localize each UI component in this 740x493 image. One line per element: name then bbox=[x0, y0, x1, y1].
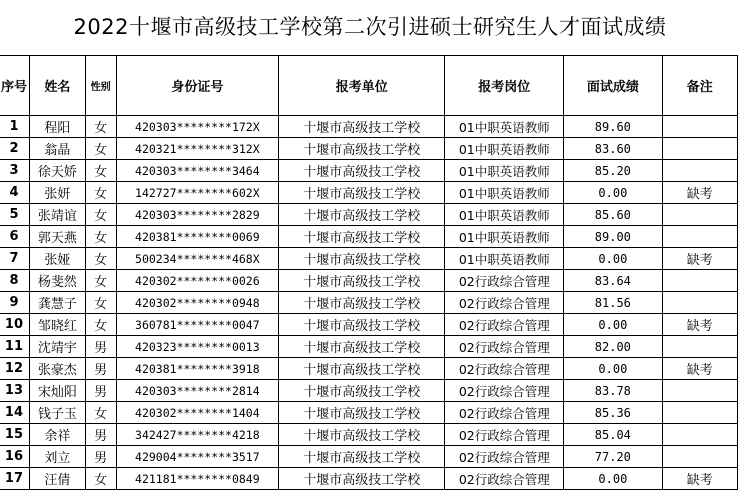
cell-post: 01中职英语教师 bbox=[445, 182, 564, 204]
cell-gender: 女 bbox=[85, 160, 116, 182]
cell-no: 12 bbox=[0, 358, 29, 380]
cell-unit: 十堰市高级技工学校 bbox=[279, 314, 445, 336]
header-gender: 性别 bbox=[85, 56, 116, 116]
cell-name: 邹晓红 bbox=[29, 314, 85, 336]
cell-name: 张妍 bbox=[29, 182, 85, 204]
cell-no: 9 bbox=[0, 292, 29, 314]
cell-name: 张靖谊 bbox=[29, 204, 85, 226]
cell-id: 420303********2814 bbox=[116, 380, 279, 402]
cell-name: 张豪杰 bbox=[29, 358, 85, 380]
cell-gender: 女 bbox=[85, 292, 116, 314]
cell-name: 翁晶 bbox=[29, 138, 85, 160]
cell-gender: 男 bbox=[85, 424, 116, 446]
cell-note bbox=[662, 380, 737, 402]
cell-name: 宋灿阳 bbox=[29, 380, 85, 402]
cell-unit: 十堰市高级技工学校 bbox=[279, 402, 445, 424]
cell-note: 缺考 bbox=[662, 358, 737, 380]
cell-gender: 女 bbox=[85, 182, 116, 204]
cell-no: 4 bbox=[0, 182, 29, 204]
cell-gender: 女 bbox=[85, 116, 116, 138]
cell-no: 7 bbox=[0, 248, 29, 270]
cell-id: 420303********3464 bbox=[116, 160, 279, 182]
cell-no: 2 bbox=[0, 138, 29, 160]
cell-score: 82.00 bbox=[564, 336, 662, 358]
cell-note: 缺考 bbox=[662, 314, 737, 336]
cell-name: 刘立 bbox=[29, 446, 85, 468]
cell-no: 11 bbox=[0, 336, 29, 358]
table-row bbox=[0, 248, 738, 270]
table-row bbox=[0, 182, 738, 204]
cell-note bbox=[662, 116, 737, 138]
cell-note bbox=[662, 138, 737, 160]
cell-gender: 女 bbox=[85, 248, 116, 270]
cell-unit: 十堰市高级技工学校 bbox=[279, 292, 445, 314]
cell-post: 02行政综合管理 bbox=[445, 380, 564, 402]
cell-score: 81.56 bbox=[564, 292, 662, 314]
table-row bbox=[0, 270, 738, 292]
cell-name: 徐天娇 bbox=[29, 160, 85, 182]
cell-id: 420302********1404 bbox=[116, 402, 279, 424]
table-row bbox=[0, 380, 738, 402]
cell-no: 3 bbox=[0, 160, 29, 182]
cell-note bbox=[662, 336, 737, 358]
cell-name: 沈靖宇 bbox=[29, 336, 85, 358]
cell-post: 01中职英语教师 bbox=[445, 116, 564, 138]
table-row bbox=[0, 116, 738, 138]
cell-score: 89.60 bbox=[564, 116, 662, 138]
cell-name: 杨斐然 bbox=[29, 270, 85, 292]
cell-unit: 十堰市高级技工学校 bbox=[279, 358, 445, 380]
cell-score: 0.00 bbox=[564, 468, 662, 490]
cell-post: 02行政综合管理 bbox=[445, 270, 564, 292]
cell-post: 02行政综合管理 bbox=[445, 446, 564, 468]
cell-note bbox=[662, 292, 737, 314]
cell-note: 缺考 bbox=[662, 468, 737, 490]
cell-post: 02行政综合管理 bbox=[445, 336, 564, 358]
cell-id: 420303********2829 bbox=[116, 204, 279, 226]
cell-id: 420303********172X bbox=[116, 116, 279, 138]
cell-unit: 十堰市高级技工学校 bbox=[279, 204, 445, 226]
cell-score: 83.60 bbox=[564, 138, 662, 160]
cell-id: 360781********0047 bbox=[116, 314, 279, 336]
cell-id: 420321********312X bbox=[116, 138, 279, 160]
cell-note bbox=[662, 204, 737, 226]
cell-name: 张娅 bbox=[29, 248, 85, 270]
cell-gender: 女 bbox=[85, 468, 116, 490]
cell-post: 01中职英语教师 bbox=[445, 138, 564, 160]
cell-note bbox=[662, 226, 737, 248]
cell-gender: 女 bbox=[85, 314, 116, 336]
table-row bbox=[0, 160, 738, 182]
cell-post: 02行政综合管理 bbox=[445, 358, 564, 380]
cell-name: 钱子玉 bbox=[29, 402, 85, 424]
cell-no: 13 bbox=[0, 380, 29, 402]
cell-note: 缺考 bbox=[662, 248, 737, 270]
cell-note bbox=[662, 402, 737, 424]
cell-gender: 女 bbox=[85, 138, 116, 160]
cell-gender: 男 bbox=[85, 358, 116, 380]
header-name: 姓名 bbox=[29, 56, 85, 116]
cell-score: 0.00 bbox=[564, 182, 662, 204]
cell-gender: 女 bbox=[85, 226, 116, 248]
cell-no: 16 bbox=[0, 446, 29, 468]
table-row bbox=[0, 292, 738, 314]
cell-unit: 十堰市高级技工学校 bbox=[279, 424, 445, 446]
cell-post: 02行政综合管理 bbox=[445, 292, 564, 314]
cell-unit: 十堰市高级技工学校 bbox=[279, 468, 445, 490]
cell-post: 02行政综合管理 bbox=[445, 468, 564, 490]
table-row bbox=[0, 314, 738, 336]
cell-no: 6 bbox=[0, 226, 29, 248]
cell-post: 02行政综合管理 bbox=[445, 314, 564, 336]
cell-score: 89.00 bbox=[564, 226, 662, 248]
cell-unit: 十堰市高级技工学校 bbox=[279, 226, 445, 248]
cell-note bbox=[662, 160, 737, 182]
cell-score: 0.00 bbox=[564, 314, 662, 336]
cell-score: 0.00 bbox=[564, 358, 662, 380]
cell-note bbox=[662, 446, 737, 468]
cell-id: 420302********0948 bbox=[116, 292, 279, 314]
cell-no: 15 bbox=[0, 424, 29, 446]
cell-post: 01中职英语教师 bbox=[445, 226, 564, 248]
cell-name: 余祥 bbox=[29, 424, 85, 446]
cell-score: 83.64 bbox=[564, 270, 662, 292]
cell-post: 02行政综合管理 bbox=[445, 424, 564, 446]
cell-id: 420381********3918 bbox=[116, 358, 279, 380]
page-title: 2022十堰市高级技工学校第二次引进硕士研究生人才面试成绩 bbox=[73, 15, 667, 39]
table-row bbox=[0, 468, 738, 490]
table-row bbox=[0, 446, 738, 468]
cell-name: 程阳 bbox=[29, 116, 85, 138]
cell-id: 429004********3517 bbox=[116, 446, 279, 468]
table-header-row bbox=[0, 56, 738, 116]
cell-unit: 十堰市高级技工学校 bbox=[279, 380, 445, 402]
cell-id: 342427********4218 bbox=[116, 424, 279, 446]
cell-id: 500234********468X bbox=[116, 248, 279, 270]
cell-unit: 十堰市高级技工学校 bbox=[279, 182, 445, 204]
cell-post: 01中职英语教师 bbox=[445, 204, 564, 226]
cell-unit: 十堰市高级技工学校 bbox=[279, 160, 445, 182]
cell-unit: 十堰市高级技工学校 bbox=[279, 446, 445, 468]
cell-unit: 十堰市高级技工学校 bbox=[279, 336, 445, 358]
header-note: 备注 bbox=[662, 56, 737, 116]
cell-no: 17 bbox=[0, 468, 29, 490]
cell-id: 420302********0026 bbox=[116, 270, 279, 292]
cell-id: 420323********0013 bbox=[116, 336, 279, 358]
cell-no: 1 bbox=[0, 116, 29, 138]
cell-note bbox=[662, 424, 737, 446]
table-row bbox=[0, 336, 738, 358]
cell-name: 汪倩 bbox=[29, 468, 85, 490]
cell-no: 14 bbox=[0, 402, 29, 424]
header-score: 面试成绩 bbox=[564, 56, 662, 116]
cell-score: 83.78 bbox=[564, 380, 662, 402]
cell-no: 8 bbox=[0, 270, 29, 292]
cell-no: 10 bbox=[0, 314, 29, 336]
cell-unit: 十堰市高级技工学校 bbox=[279, 248, 445, 270]
header-id: 身份证号 bbox=[116, 56, 279, 116]
cell-gender: 男 bbox=[85, 380, 116, 402]
table-row bbox=[0, 402, 738, 424]
cell-unit: 十堰市高级技工学校 bbox=[279, 116, 445, 138]
table-row bbox=[0, 204, 738, 226]
cell-id: 421181********0849 bbox=[116, 468, 279, 490]
cell-post: 02行政综合管理 bbox=[445, 402, 564, 424]
header-no: 序号 bbox=[0, 56, 29, 116]
cell-gender: 女 bbox=[85, 270, 116, 292]
cell-post: 01中职英语教师 bbox=[445, 248, 564, 270]
cell-score: 85.04 bbox=[564, 424, 662, 446]
cell-id: 420381********0069 bbox=[116, 226, 279, 248]
cell-score: 0.00 bbox=[564, 248, 662, 270]
cell-unit: 十堰市高级技工学校 bbox=[279, 270, 445, 292]
table-row bbox=[0, 138, 738, 160]
cell-score: 85.60 bbox=[564, 204, 662, 226]
cell-unit: 十堰市高级技工学校 bbox=[279, 138, 445, 160]
cell-post: 01中职英语教师 bbox=[445, 160, 564, 182]
score-table bbox=[0, 55, 738, 490]
cell-score: 77.20 bbox=[564, 446, 662, 468]
header-unit: 报考单位 bbox=[279, 56, 445, 116]
cell-id: 142727********602X bbox=[116, 182, 279, 204]
cell-note: 缺考 bbox=[662, 182, 737, 204]
cell-gender: 男 bbox=[85, 446, 116, 468]
cell-gender: 女 bbox=[85, 204, 116, 226]
cell-gender: 男 bbox=[85, 336, 116, 358]
header-post: 报考岗位 bbox=[445, 56, 564, 116]
cell-note bbox=[662, 270, 737, 292]
cell-gender: 女 bbox=[85, 402, 116, 424]
cell-name: 郭天燕 bbox=[29, 226, 85, 248]
cell-score: 85.20 bbox=[564, 160, 662, 182]
cell-no: 5 bbox=[0, 204, 29, 226]
table-row bbox=[0, 358, 738, 380]
cell-name: 龚慧子 bbox=[29, 292, 85, 314]
table-row bbox=[0, 424, 738, 446]
table-row bbox=[0, 226, 738, 248]
cell-score: 85.36 bbox=[564, 402, 662, 424]
